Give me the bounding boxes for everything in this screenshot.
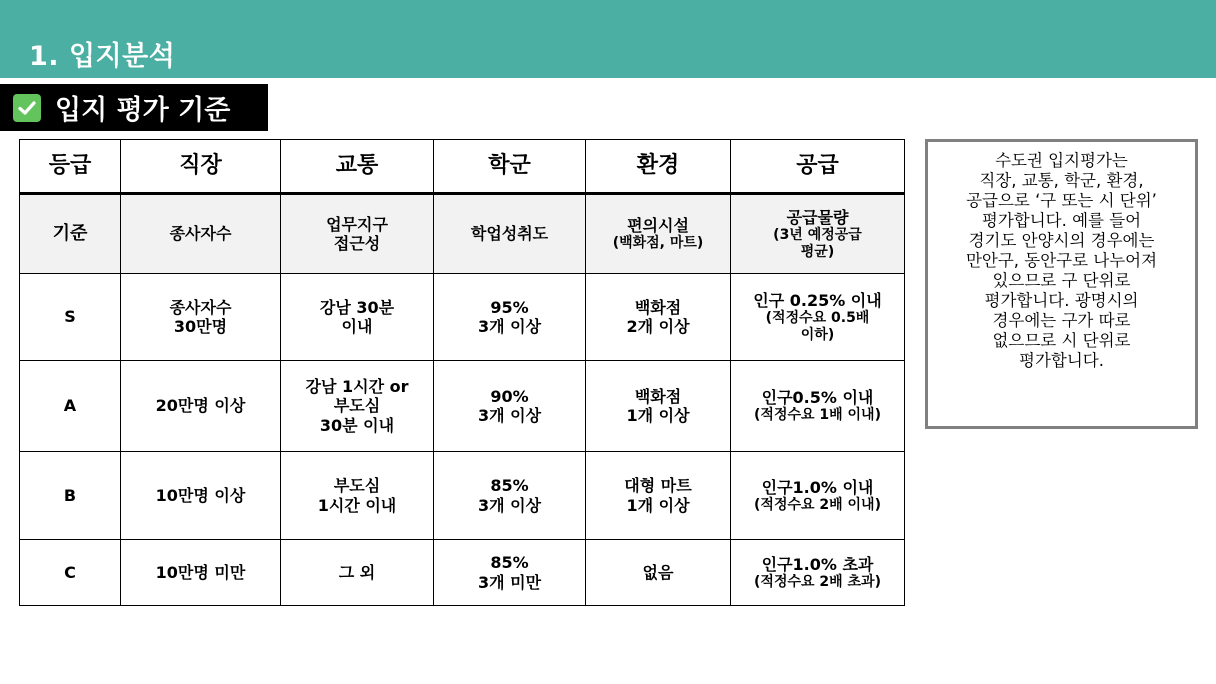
table-cell: 강남 30분 이내	[281, 274, 434, 361]
column-header: 공급	[731, 140, 905, 194]
basis-label: 기준	[20, 194, 121, 274]
table-cell: 그 외	[281, 540, 434, 606]
table-header-row	[20, 140, 905, 194]
table-cell: 인구1.0% 이내 (적정수요 2배 이내)	[731, 452, 905, 540]
table-cell: 백화점 1개 이상	[586, 361, 731, 452]
note-line: 공급으로 ‘구 또는 시 단위’	[966, 190, 1157, 210]
table-cell: 인구1.0% 초과 (적정수요 2배 초과)	[731, 540, 905, 606]
note-line: 경기도 안양시의 경우에는	[968, 230, 1155, 250]
table-cell: 종사자수	[121, 194, 281, 274]
grade-label: C	[20, 540, 121, 606]
note-line: 없으므로 시 단위로	[992, 330, 1131, 350]
basis-row	[20, 194, 905, 274]
note-line: 있으므로 구 단위로	[992, 270, 1131, 290]
subtitle-text: 입지 평가 기준	[55, 95, 231, 126]
table-cell: 90% 3개 이상	[434, 361, 586, 452]
grade-label: A	[20, 361, 121, 452]
note-line: 평가합니다.	[1019, 350, 1104, 370]
table-cell: 백화점 2개 이상	[586, 274, 731, 361]
table-cell: 부도심 1시간 이내	[281, 452, 434, 540]
table-cell: 대형 마트 1개 이상	[586, 452, 731, 540]
note-line: 만안구, 동안구로 나누어져	[965, 250, 1158, 270]
page-title: 1. 입지분석	[29, 41, 176, 72]
table-row	[20, 361, 905, 452]
grade-label: S	[20, 274, 121, 361]
table-cell: 학업성취도	[434, 194, 586, 274]
criteria-table	[19, 139, 905, 606]
note-line: 수도권 입지평가는	[995, 151, 1128, 170]
table-cell: 인구0.5% 이내 (적정수요 1배 이내)	[731, 361, 905, 452]
table-cell: 85% 3개 이상	[434, 452, 586, 540]
grade-label: B	[20, 452, 121, 540]
column-header: 직장	[121, 140, 281, 194]
table-cell: 10만명 미만	[121, 540, 281, 606]
table-row	[20, 540, 905, 606]
note-line: 경우에는 구가 따로	[992, 310, 1131, 330]
table-cell: 강남 1시간 or 부도심 30분 이내	[281, 361, 434, 452]
column-header: 교통	[281, 140, 434, 194]
table-cell: 공급물량 (3년 예정공급 평균)	[731, 194, 905, 274]
table-cell: 85% 3개 미만	[434, 540, 586, 606]
note-box	[925, 139, 1198, 429]
table-row	[20, 274, 905, 361]
note-line: 평가합니다. 광명시의	[984, 290, 1139, 310]
note-line: 직장, 교통, 학군, 환경,	[979, 170, 1144, 190]
table-cell: 종사자수 30만명	[121, 274, 281, 361]
column-header: 학군	[434, 140, 586, 194]
table-cell: 편의시설 (백화점, 마트)	[586, 194, 731, 274]
table-cell: 없음	[586, 540, 731, 606]
table-cell: 20만명 이상	[121, 361, 281, 452]
table-cell: 10만명 이상	[121, 452, 281, 540]
table-cell: 95% 3개 이상	[434, 274, 586, 361]
table-cell: 업무지구 접근성	[281, 194, 434, 274]
note-line: 평가합니다. 예를 들어	[981, 210, 1142, 230]
table-row	[20, 452, 905, 540]
section-subtitle	[0, 84, 268, 131]
checkbox-checked-icon	[13, 94, 41, 122]
header-bar	[0, 0, 1216, 78]
table-cell: 인구 0.25% 이내 (적정수요 0.5배 이하)	[731, 274, 905, 361]
column-header: 등급	[20, 140, 121, 194]
column-header: 환경	[586, 140, 731, 194]
